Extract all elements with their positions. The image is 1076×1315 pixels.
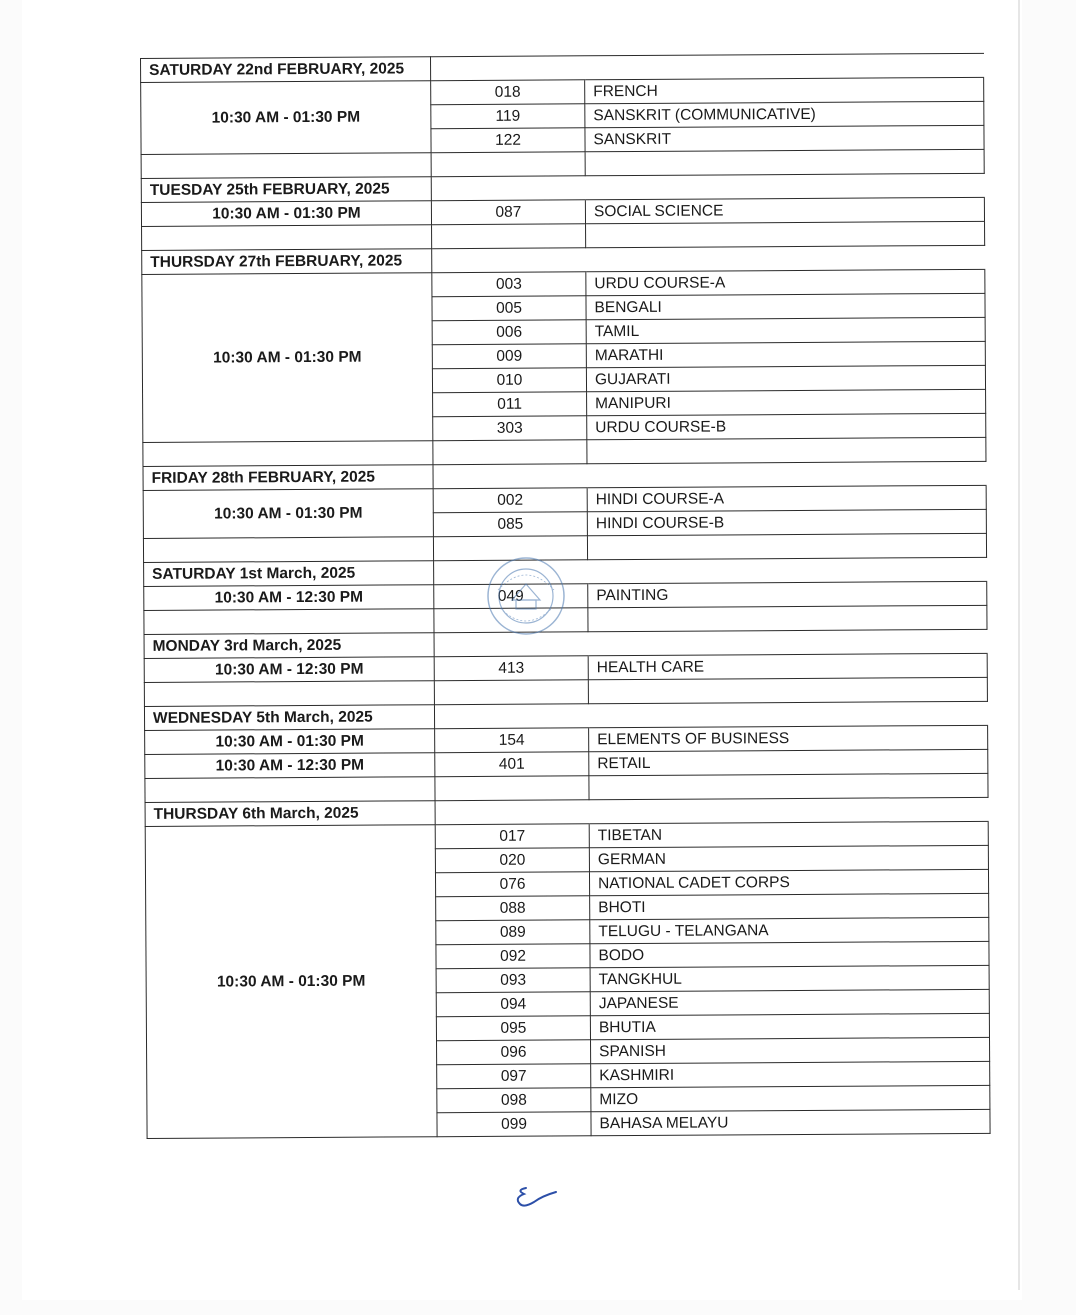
blank-cell: [588, 701, 987, 727]
subject-name: KASHMIRI: [591, 1061, 990, 1087]
exam-time: 10:30 AM - 12:30 PM: [145, 753, 435, 779]
subject-name: RETAIL: [589, 749, 988, 775]
blank-cell: [433, 464, 587, 489]
exam-time: 10:30 AM - 01:30 PM: [141, 81, 431, 155]
subject-name: TANGKHUL: [590, 965, 989, 991]
blank-cell: [435, 800, 589, 825]
subject-code: 049: [434, 584, 588, 609]
blank-cell: [145, 777, 435, 803]
blank-cell: [586, 245, 985, 271]
subject-code: 002: [433, 488, 587, 513]
subject-code: 401: [435, 752, 589, 777]
exam-date: TUESDAY 25th FEBRUARY, 2025: [141, 177, 431, 203]
subject-name: BODO: [590, 941, 989, 967]
subject-code: 018: [431, 80, 585, 105]
blank-cell: [434, 632, 588, 657]
blank-cell: [141, 153, 431, 179]
subject-name: GUJARATI: [586, 365, 985, 391]
blank-cell: [433, 536, 587, 561]
exam-date: THURSDAY 27th FEBRUARY, 2025: [142, 249, 432, 275]
exam-date: SATURDAY 1st March, 2025: [144, 561, 434, 587]
exam-date-sheet-table: [140, 53, 991, 1139]
exam-date: FRIDAY 28th FEBRUARY, 2025: [143, 465, 433, 491]
subject-code: 413: [434, 656, 588, 681]
exam-time: 10:30 AM - 12:30 PM: [144, 585, 434, 611]
blank-cell: [587, 461, 986, 487]
subject-code: 085: [433, 512, 587, 537]
subject-code: 092: [436, 944, 590, 969]
subject-code: 093: [436, 968, 590, 993]
subject-name: TIBETAN: [589, 821, 988, 847]
subject-code: 119: [431, 104, 585, 129]
blank-cell: [588, 629, 987, 655]
subject-name: MANIPURI: [587, 389, 986, 415]
subject-name: SANSKRIT: [585, 125, 984, 151]
exam-date: SATURDAY 22nd FEBRUARY, 2025: [141, 57, 431, 83]
blank-cell: [433, 440, 587, 465]
subject-name: BAHASA MELAYU: [591, 1109, 990, 1135]
subject-name: FRENCH: [585, 77, 984, 103]
subject-name: ELEMENTS OF BUSINESS: [589, 725, 988, 751]
blank-cell: [434, 704, 588, 729]
exam-time: 10:30 AM - 12:30 PM: [144, 657, 434, 683]
subject-name: SPANISH: [591, 1037, 990, 1063]
blank-cell: [431, 152, 585, 177]
blank-cell: [585, 149, 984, 175]
blank-cell: [585, 173, 984, 199]
exam-date: MONDAY 3rd March, 2025: [144, 633, 434, 659]
blank-cell: [142, 225, 432, 251]
blank-cell: [144, 681, 434, 707]
subject-code: 005: [432, 296, 586, 321]
subject-code: 099: [437, 1112, 591, 1137]
subject-code: 097: [437, 1064, 591, 1089]
subject-name: TELUGU - TELANGANA: [590, 917, 989, 943]
blank-cell: [584, 53, 983, 79]
blank-cell: [586, 221, 985, 247]
blank-cell: [143, 441, 433, 467]
subject-name: HEALTH CARE: [588, 653, 987, 679]
subject-name: BHOTI: [590, 893, 989, 919]
blank-cell: [144, 609, 434, 635]
subject-code: 122: [431, 128, 585, 153]
subject-code: 089: [436, 920, 590, 945]
subject-name: URDU COURSE-A: [586, 269, 985, 295]
subject-code: 076: [435, 872, 589, 897]
subject-code: 017: [435, 824, 589, 849]
blank-cell: [430, 56, 584, 81]
subject-name: URDU COURSE-B: [587, 413, 986, 439]
blank-cell: [588, 557, 987, 583]
subject-name: SANSKRIT (COMMUNICATIVE): [585, 101, 984, 127]
subject-code: 303: [433, 416, 587, 441]
blank-cell: [143, 537, 433, 563]
blank-cell: [589, 797, 988, 823]
blank-cell: [434, 560, 588, 585]
subject-code: 009: [432, 344, 586, 369]
subject-code: 011: [433, 392, 587, 417]
subject-name: MARATHI: [586, 341, 985, 367]
subject-code: 096: [437, 1040, 591, 1065]
handwritten-initial-icon: [512, 1178, 560, 1214]
blank-cell: [435, 776, 589, 801]
subject-code: 010: [432, 368, 586, 393]
blank-cell: [587, 533, 986, 559]
exam-time: 10:30 AM - 01:30 PM: [145, 825, 437, 1139]
subject-code: 095: [436, 1016, 590, 1041]
subject-name: HINDI COURSE-B: [587, 509, 986, 535]
subject-name: PAINTING: [588, 581, 987, 607]
blank-cell: [588, 677, 987, 703]
blank-cell: [432, 224, 586, 249]
subject-name: BHUTIA: [590, 1013, 989, 1039]
blank-cell: [588, 605, 987, 631]
blank-cell: [431, 176, 585, 201]
subject-name: SOCIAL SCIENCE: [585, 197, 984, 223]
exam-date: WEDNESDAY 5th March, 2025: [144, 705, 434, 731]
subject-name: GERMAN: [589, 845, 988, 871]
subject-code: 006: [432, 320, 586, 345]
subject-name: MIZO: [591, 1085, 990, 1111]
blank-cell: [587, 437, 986, 463]
blank-cell: [432, 248, 586, 273]
exam-time: 10:30 AM - 01:30 PM: [143, 489, 433, 539]
blank-cell: [434, 608, 588, 633]
subject-code: 003: [432, 272, 586, 297]
exam-time: 10:30 AM - 01:30 PM: [141, 201, 431, 227]
subject-code: 154: [435, 728, 589, 753]
subject-name: JAPANESE: [590, 989, 989, 1015]
subject-name: BENGALI: [586, 293, 985, 319]
exam-time: 10:30 AM - 01:30 PM: [145, 729, 435, 755]
subject-code: 094: [436, 992, 590, 1017]
subject-code: 088: [436, 896, 590, 921]
subject-code: 098: [437, 1088, 591, 1113]
subject-name: TAMIL: [586, 317, 985, 343]
exam-date: THURSDAY 6th March, 2025: [145, 801, 435, 827]
subject-name: HINDI COURSE-A: [587, 485, 986, 511]
blank-cell: [434, 680, 588, 705]
subject-code: 020: [435, 848, 589, 873]
subject-code: 087: [431, 200, 585, 225]
subject-name: NATIONAL CADET CORPS: [589, 869, 988, 895]
exam-time: 10:30 AM - 01:30 PM: [142, 273, 433, 443]
blank-cell: [589, 773, 988, 799]
page-edge: [1018, 0, 1020, 1290]
